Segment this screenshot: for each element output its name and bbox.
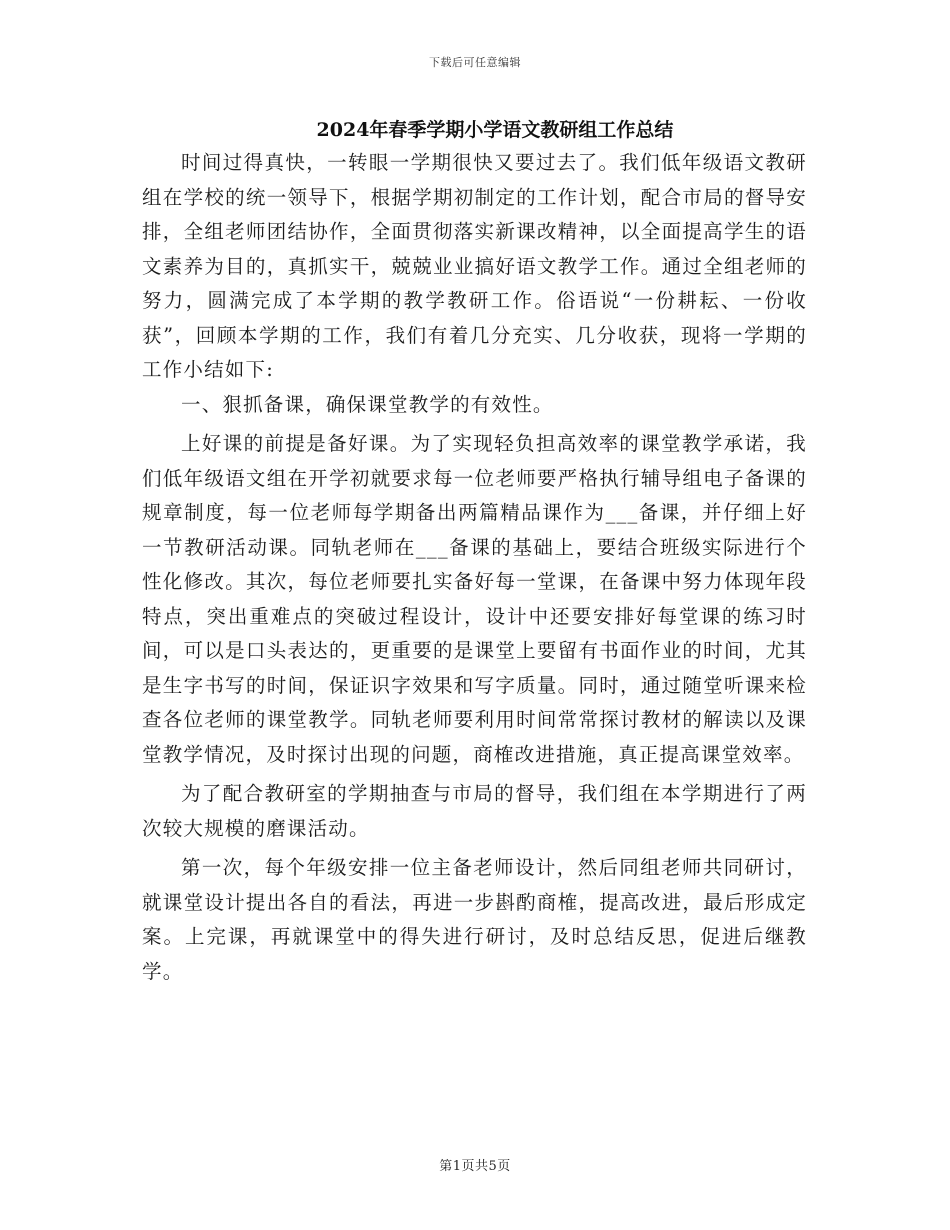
page-number: 第1页共5页 [439,1159,511,1174]
document-title: 2024年春季学期小学语文教研组工作总结 [316,119,674,141]
paragraph-intro: 时间过得真快，一转眼一学期很快又要过去了。我们低年级语文教研组在学校的统一领导下，根据学期初制定的工作计划，配合市局的督导安排，全组老师团结协作，全面贯彻落实新课改精神，以全面提高学生的语文素养为目的，真抓实干，兢兢业业搞好语文教学工作。通过全组老师的努力，圆满完成了本学期的教学教研工作。俗语说“一份耕耘、一份收获”，回顾本学期的工作，我们有着几分充实、几分收获，现将一学期的工作小结如下: [142,151,807,381]
paragraph-preparation: 上好课的前提是备好课。为了实现轻负担高效率的课堂教学承诺，我们低年级语文组在开学初就要求每一位老师要严格执行辅导组电子备课的规章制度，每一位老师每学期备出两篇精品课作为___备课，并仔细上好一节教研活动课。同轨老师在___备课的基础上，要结合班级实际进行个性化修改。其次，每位老师要扎实备好每一堂课，在备课中努力体现年段特点，突出重难点的突破过程设计，设计中还要安排好每堂课的练习时间，可以是口头表达的，更重要的是课堂上要留有书面作业的时间，尤其是生字书写的时间，保证识字效果和写字质量。同时，通过随堂听课来检查各位老师的课堂教学。同轨老师要利用时间常常探讨教材的解读以及课堂教学情况，及时探讨出现的问题，商榷改进措施，真正提高课堂效率。 [142,432,807,766]
paragraph-polishing: 为了配合教研室的学期抽查与市局的督导，我们组在本学期进行了两次较大规模的磨课活动。 [142,782,807,840]
paragraph-section-heading: 一、狠抓备课，确保课堂教学的有效性。 [181,392,554,416]
header-note: 下载后可任意编辑 [429,56,521,69]
paragraph-first-round: 第一次，每个年级安排一位主备老师设计，然后同组老师共同研讨，就课堂设计提出各自的看法，再进一步斟酌商榷，提高改进，最后形成定案。上完课，再就课堂中的得失进行研讨，及时总结反思，促进后继教学。 [142,856,807,983]
document-body [142,146,807,989]
